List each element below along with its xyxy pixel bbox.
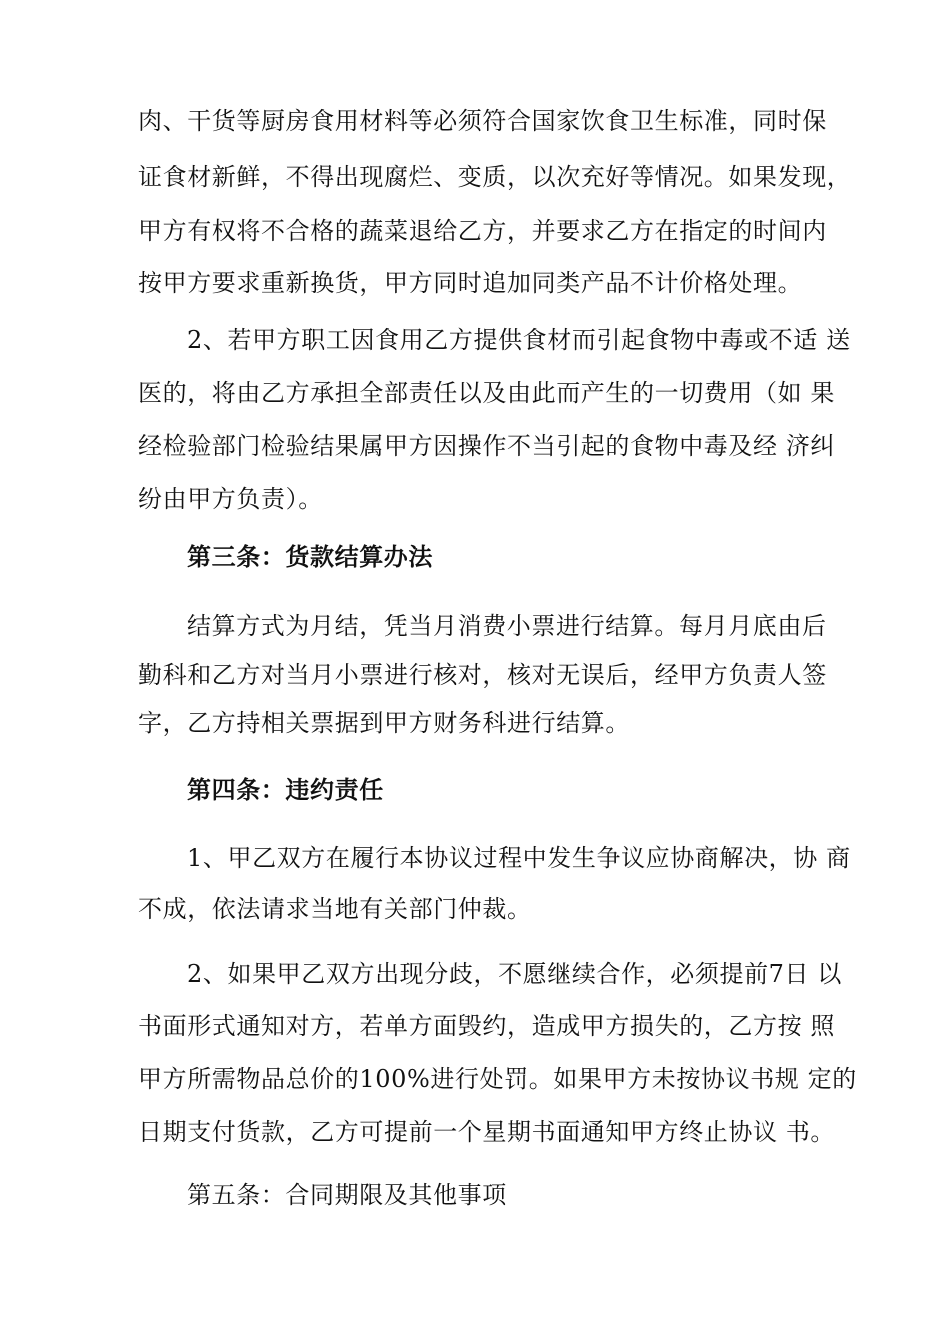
para3-line-2: 勤科和乙方对当月小票进行核对，核对无误后，经甲方负责人签 xyxy=(138,661,827,689)
para2-line-3: 经检验部门检验结果属甲方因操作不当引起的食物中毒及经 济纠 xyxy=(138,432,836,460)
para1-line-3: 甲方有权将不合格的蔬菜退给乙方，并要求乙方在指定的时间内 xyxy=(138,217,827,245)
para5-line-4: 日期支付货款，乙方可提前一个星期书面通知甲方终止协议 书。 xyxy=(138,1118,836,1146)
para3-line-3: 字，乙方持相关票据到甲方财务科进行结算。 xyxy=(138,709,630,737)
para5-line-1: 2、如果甲乙双方出现分歧，不愿继续合作，必须提前7日 以 xyxy=(187,960,842,988)
para5-line-3: 甲方所需物品总价的100%进行处罚。如果甲方未按协议书规 定的 xyxy=(138,1065,857,1093)
section-heading-4: 第四条：违约责任 xyxy=(187,775,384,804)
section-heading-3: 第三条：货款结算办法 xyxy=(187,542,433,571)
para2-line-4: 纷由甲方负责）。 xyxy=(138,485,323,513)
para2-line-1: 2、若甲方职工因食用乙方提供食材而引起食物中毒或不适 送 xyxy=(187,326,851,354)
para3-line-1: 结算方式为月结，凭当月消费小票进行结算。每月月底由后 xyxy=(187,612,827,640)
para4-line-1: 1、甲乙双方在履行本协议过程中发生争议应协商解决，协 商 xyxy=(187,844,851,872)
para5-line-2: 书面形式通知对方，若单方面毁约，造成甲方损失的，乙方按 照 xyxy=(138,1012,836,1040)
para4-line-2: 不成，依法请求当地有关部门仲裁。 xyxy=(138,895,532,923)
para2-line-2: 医的，将由乙方承担全部责任以及由此而产生的一切费用（如 果 xyxy=(138,379,836,407)
para1-line-1: 肉、干货等厨房食用材料等必须符合国家饮食卫生标准，同时保 xyxy=(138,107,827,135)
para1-line-4: 按甲方要求重新换货，甲方同时追加同类产品不计价格处理。 xyxy=(138,269,803,297)
section-heading-5: 第五条：合同期限及其他事项 xyxy=(187,1181,507,1209)
para1-line-2: 证食材新鲜，不得出现腐烂、变质，以次充好等情况。如果发现， xyxy=(138,163,852,191)
